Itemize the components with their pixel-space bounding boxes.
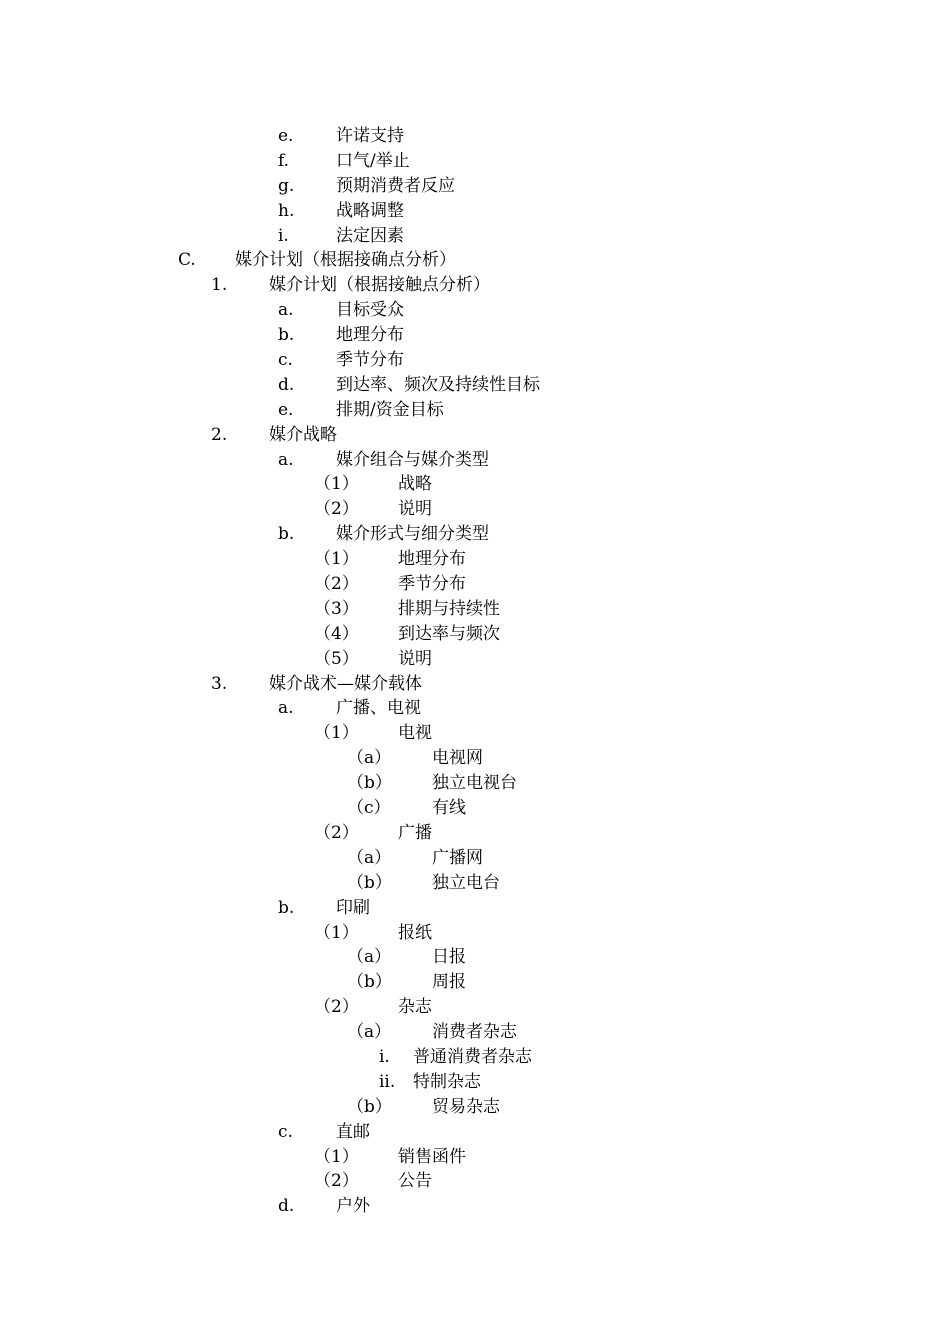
outline-marker: 2. [211,424,228,445]
outline-item [0,995,950,1020]
outline-text: 媒介战术—媒介载体 [269,673,422,694]
outline-text: 说明 [398,648,432,669]
outline-text: 战略 [398,474,432,495]
outline-marker: g. [278,175,295,196]
outline-item [0,597,950,622]
outline-text: 日报 [432,947,466,968]
outline-marker: C. [178,250,196,271]
outline-marker: （b） [347,972,392,993]
outline-marker: 3. [211,673,228,694]
outline-text: 到达率与频次 [398,623,500,644]
outline-text: 广播、电视 [336,698,421,719]
outline-marker: （a） [347,847,392,868]
outline-text: 销售函件 [398,1146,466,1167]
outline-text: 媒介形式与细分类型 [336,524,489,545]
outline-item [0,970,950,995]
outline-text: 到达率、频次及持续性目标 [336,374,540,395]
outline-marker: （1） [314,474,359,495]
outline-text: 电视 [398,723,432,744]
outline-item [0,1194,950,1219]
outline-item [0,348,950,373]
outline-text: 电视网 [432,748,483,769]
outline-marker: （a） [347,1022,392,1043]
outline-marker: e. [278,126,294,146]
outline-text: 媒介战略 [269,424,337,445]
outline-text: 特制杂志 [413,1071,481,1092]
outline-marker: i. [379,1046,390,1067]
outline-text: 广播网 [432,847,483,868]
outline-text: 战略调整 [336,200,404,221]
outline-marker: （2） [314,1171,359,1192]
outline-marker: （1） [314,723,359,744]
outline-text: 排期/资金目标 [336,399,444,420]
outline-item [0,896,950,921]
outline-item [0,672,950,697]
outline-item [0,423,950,448]
outline-marker: a. [278,698,294,719]
outline-marker: d. [278,1196,295,1217]
outline-marker: （b） [347,872,392,893]
outline-item [0,224,950,249]
outline-item [0,572,950,597]
outline-text: 排期与持续性 [398,598,500,619]
outline-item [0,846,950,871]
outline-marker: （c） [347,798,391,819]
outline-item [0,945,950,970]
outline-text: 媒介组合与媒介类型 [336,449,489,470]
outline-item [0,647,950,672]
outline-item [0,821,950,846]
outline-text: 地理分布 [398,549,466,570]
outline-text: 印刷 [336,897,370,918]
outline-text: 说明 [398,499,432,520]
outline-marker: 1. [211,275,228,296]
outline-item [0,871,950,896]
outline-item [0,1020,950,1045]
outline-item [0,448,950,473]
outline-item [0,721,950,746]
outline-item [0,1145,950,1170]
outline-item [0,1070,950,1095]
outline-text: 杂志 [398,997,432,1018]
outline-item [0,398,950,423]
outline-marker: c. [278,1121,293,1142]
outline-item [0,921,950,946]
outline-item [0,373,950,398]
outline-text: 媒介计划（根据接确点分析） [235,250,456,271]
outline-marker: （2） [314,822,359,843]
outline-marker: h. [278,200,295,221]
outline-item [0,1045,950,1070]
outline-marker: b. [278,897,295,918]
outline-marker: d. [278,374,295,395]
outline-item [0,771,950,796]
outline-item [0,1169,950,1194]
outline-marker: （4） [314,623,359,644]
outline-marker: （b） [347,773,392,794]
outline-marker: （2） [314,499,359,520]
outline-marker: （2） [314,997,359,1018]
outline-item [0,124,950,149]
outline-item [0,497,950,522]
outline-marker: b. [278,524,295,545]
outline-text: 口气/举止 [336,150,410,171]
outline-text: 公告 [398,1171,432,1192]
outline-text: 媒介计划（根据接触点分析） [269,275,490,296]
outline-item [0,622,950,647]
outline-item [0,323,950,348]
outline-item [0,746,950,771]
outline-marker: （a） [347,748,392,769]
outline-text: 地理分布 [336,325,404,346]
outline-text: 季节分布 [336,350,404,371]
outline-text: 户外 [336,1196,370,1217]
outline-marker: （b） [347,1096,392,1117]
outline-item [0,472,950,497]
outline-item [0,149,950,174]
outline-item [0,1120,950,1145]
outline-text: 目标受众 [336,300,404,321]
outline-text: 广播 [398,822,432,843]
outline-text: 预期消费者反应 [336,175,455,196]
outline-item [0,273,950,298]
outline-item [0,522,950,547]
outline-text: 普通消费者杂志 [413,1046,532,1067]
outline-text: 直邮 [336,1121,370,1142]
outline-item [0,1095,950,1120]
outline-text: 季节分布 [398,574,466,595]
outline-marker: a. [278,300,294,321]
document-outline [0,124,950,1219]
outline-text: 许诺支持 [336,126,404,146]
outline-marker: （1） [314,549,359,570]
outline-marker: （1） [314,922,359,943]
outline-item [0,547,950,572]
outline-item [0,174,950,199]
outline-text: 独立电台 [432,872,500,893]
outline-marker: （2） [314,574,359,595]
outline-marker: c. [278,350,293,371]
outline-item [0,796,950,821]
outline-marker: f. [278,150,290,171]
outline-text: 报纸 [398,922,432,943]
outline-marker: a. [278,449,294,470]
outline-item [0,199,950,224]
outline-marker: e. [278,399,294,420]
outline-marker: （a） [347,947,392,968]
outline-text: 贸易杂志 [432,1096,500,1117]
outline-text: 有线 [432,798,466,819]
outline-marker: （1） [314,1146,359,1167]
outline-marker: i. [278,225,289,246]
outline-text: 周报 [432,972,466,993]
outline-marker: （3） [314,598,359,619]
outline-text: 独立电视台 [432,773,517,794]
outline-marker: b. [278,325,295,346]
outline-text: 法定因素 [336,225,404,246]
outline-item [0,696,950,721]
outline-text: 消费者杂志 [432,1022,517,1043]
outline-marker: （5） [314,648,359,669]
outline-marker: ii. [379,1071,396,1092]
outline-item [0,298,950,323]
outline-item [0,248,950,273]
